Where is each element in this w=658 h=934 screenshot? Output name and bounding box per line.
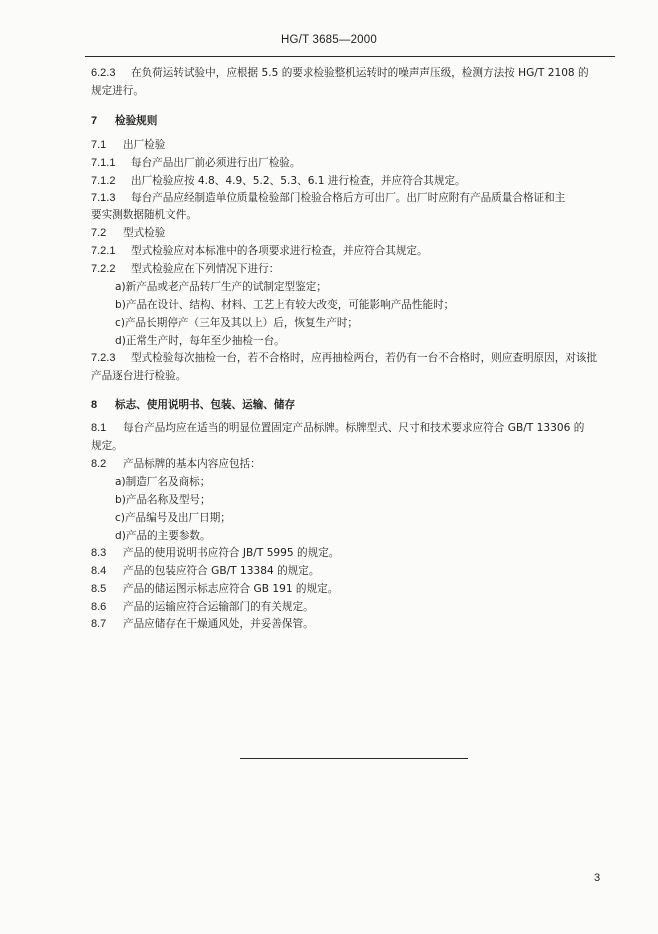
end-of-standard-rule xyxy=(240,758,468,759)
clause-number: 7.2.3 xyxy=(91,352,116,364)
standard-code-header: HG/T 3685—2000 xyxy=(281,34,377,46)
clause-8-1-continued xyxy=(91,439,123,453)
clause-text: 每台产品应经制造单位质量检验部门检验合格后方可出厂。出厂时应附有产品质量合格证和主 xyxy=(131,192,566,204)
header-divider xyxy=(85,56,615,57)
section-number: 7 xyxy=(91,115,98,127)
clause-text: 产品标牌的基本内容应包括： xyxy=(123,458,261,470)
clause-7-2-2 xyxy=(91,262,279,276)
clause-text: 在负荷运转试验中，应根据 5.5 的要求检验整机运转时的噪声声压级，检测方法按 HG/T 2108 的 xyxy=(131,67,589,79)
clause-text: 产品应储存在干燥通风处，并妥善保管。 xyxy=(123,618,314,630)
clause-7-1-1 xyxy=(91,156,301,170)
clause-8-2 xyxy=(91,457,261,471)
clause-7-1-2 xyxy=(91,174,466,188)
section-7-heading xyxy=(91,114,157,128)
clause-text: 要实测数据随机文件。 xyxy=(91,209,197,221)
list-item-b xyxy=(115,493,211,507)
clause-7-2-3 xyxy=(91,351,597,365)
clause-number: 7.2 xyxy=(91,227,107,239)
clause-number: 7.2.1 xyxy=(91,245,116,257)
clause-text: 每台产品均应在适当的明显位置固定产品标牌。标牌型式、尺寸和技术要求应符合 GB/T 13306 的 xyxy=(123,422,585,434)
clause-7-1-3 xyxy=(91,191,565,205)
list-item-text: a)制造厂名及商标； xyxy=(115,476,211,488)
clause-8-6 xyxy=(91,600,314,614)
clause-8-3 xyxy=(91,546,339,560)
list-item-a xyxy=(115,280,327,294)
clause-6-2-3-continued xyxy=(91,84,144,98)
clause-number: 6.2.3 xyxy=(91,67,116,79)
clause-number: 7.1 xyxy=(91,139,107,151)
clause-7-2 xyxy=(91,226,165,240)
clause-number: 8.7 xyxy=(91,618,107,630)
section-number: 8 xyxy=(91,399,98,411)
clause-6-2-3 xyxy=(91,66,589,80)
clause-text: 产品逐台进行检验。 xyxy=(91,370,187,382)
list-item-text: a)新产品或老产品转厂生产的试制定型鉴定； xyxy=(115,281,327,293)
clause-number: 8.1 xyxy=(91,422,107,434)
list-item-text: c)产品编号及出厂日期； xyxy=(115,512,231,524)
section-title: 标志、使用说明书、包装、运输、储存 xyxy=(115,399,296,411)
clause-8-5 xyxy=(91,582,338,596)
clause-7-1-3-continued xyxy=(91,208,197,222)
page-number: 3 xyxy=(594,872,601,884)
list-item-d xyxy=(115,529,211,543)
clause-7-2-3-continued xyxy=(91,369,186,383)
clause-7-2-1 xyxy=(91,244,428,258)
list-item-text: d)正常生产时，每年至少抽检一台。 xyxy=(115,335,285,347)
clause-8-4 xyxy=(91,564,319,578)
list-item-a xyxy=(115,475,210,489)
clause-8-1 xyxy=(91,421,584,435)
list-item-text: b)产品名称及型号； xyxy=(115,494,211,506)
list-item-b xyxy=(115,298,454,312)
clause-text: 型式检验应在下列情况下进行： xyxy=(131,263,280,275)
list-item-c xyxy=(115,511,231,525)
clause-text: 规定进行。 xyxy=(91,85,144,97)
clause-text: 型式检验应对本标准中的各项要求进行检查，并应符合其规定。 xyxy=(131,245,428,257)
clause-text: 规定。 xyxy=(91,440,123,452)
clause-text: 出厂检验 xyxy=(123,139,166,151)
clause-number: 7.1.1 xyxy=(91,157,116,169)
list-item-c xyxy=(115,316,358,330)
list-item-text: c)产品长期停产（三年及其以上）后，恢复生产时； xyxy=(115,317,359,329)
clause-text: 产品的运输应符合运输部门的有关规定。 xyxy=(123,601,314,613)
clause-number: 7.1.2 xyxy=(91,175,116,187)
clause-text: 型式检验每次抽检一台，若不合格时，应再抽检两台，若仍有一台不合格时，则应查明原因，对该批 xyxy=(131,352,598,364)
section-title: 检验规则 xyxy=(115,115,158,127)
clause-number: 8.5 xyxy=(91,583,107,595)
clause-7-1 xyxy=(91,138,165,152)
clause-number: 7.2.2 xyxy=(91,263,116,275)
list-item-text: b)产品在设计、结构、材料、工艺上有较大改变，可能影响产品性能时； xyxy=(115,299,455,311)
clause-number: 8.3 xyxy=(91,547,107,559)
clause-8-7 xyxy=(91,617,314,631)
clause-text: 产品的包装应符合 GB/T 13384 的规定。 xyxy=(123,565,320,577)
clause-text: 产品的储运图示标志应符合 GB 191 的规定。 xyxy=(123,583,339,595)
clause-text: 出厂检验应按 4.8、4.9、5.2、5.3、6.1 进行检查，并应符合其规定。 xyxy=(131,175,466,187)
list-item-text: d)产品的主要参数。 xyxy=(115,530,211,542)
clause-text: 产品的使用说明书应符合 JB/T 5995 的规定。 xyxy=(123,547,340,559)
clause-number: 8.4 xyxy=(91,565,107,577)
list-item-d xyxy=(115,334,285,348)
clause-number: 8.6 xyxy=(91,601,107,613)
clause-text: 型式检验 xyxy=(123,227,166,239)
section-8-heading xyxy=(91,398,295,412)
clause-number: 8.2 xyxy=(91,458,107,470)
clause-number: 7.1.3 xyxy=(91,192,116,204)
clause-text: 每台产品出厂前必须进行出厂检验。 xyxy=(131,157,301,169)
